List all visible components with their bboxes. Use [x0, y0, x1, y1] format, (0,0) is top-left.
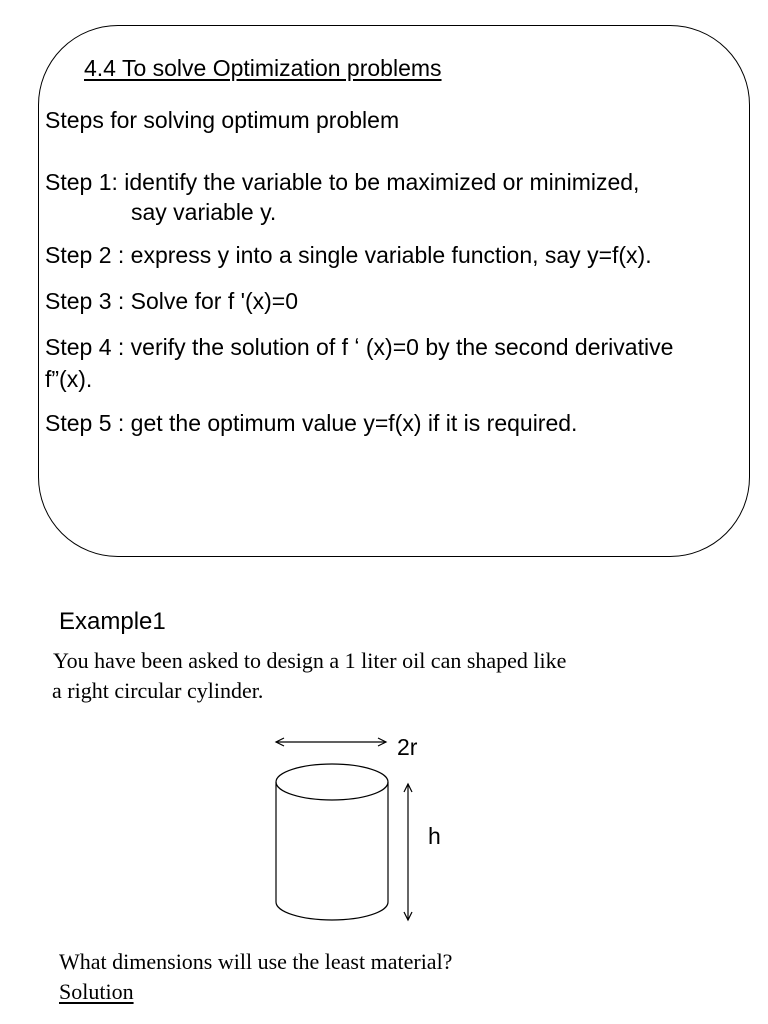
steps-intro: Steps for solving optimum problem: [45, 107, 400, 133]
example-text-line-2: a right circular cylinder.: [52, 678, 264, 703]
section-title: 4.4 To solve Optimization problems: [84, 55, 442, 81]
question-text: What dimensions will use the least material?: [59, 949, 453, 974]
cylinder-bottom: [276, 902, 388, 920]
cylinder-shape: [276, 764, 388, 920]
example-text-line-1: You have been asked to design a 1 liter oil can shaped like: [53, 648, 567, 673]
width-arrow: [276, 738, 386, 746]
solution-label: Solution: [59, 979, 134, 1004]
step-5: Step 5 : get the optimum value y=f(x) if it is required.: [45, 410, 578, 436]
step-4-line-1: Step 4 : verify the solution of f ʻ (x)=0 by the second derivative: [45, 334, 674, 360]
height-label: h: [428, 823, 441, 849]
width-label: 2r: [397, 734, 418, 760]
example-heading: Example1: [59, 608, 166, 635]
cylinder-top: [276, 764, 388, 800]
cylinder-diagram: [262, 728, 462, 928]
height-arrow: [404, 784, 412, 920]
step-1-line-2: say variable y.: [131, 199, 277, 225]
step-2: Step 2 : express y into a single variable function, say y=f(x).: [45, 242, 652, 268]
step-4-line-2: f”(x).: [45, 366, 93, 392]
step-3: Step 3 : Solve for f ʹ(x)=0: [45, 288, 299, 314]
step-1-line-1: Step 1: identify the variable to be maximized or minimized,: [45, 169, 640, 195]
